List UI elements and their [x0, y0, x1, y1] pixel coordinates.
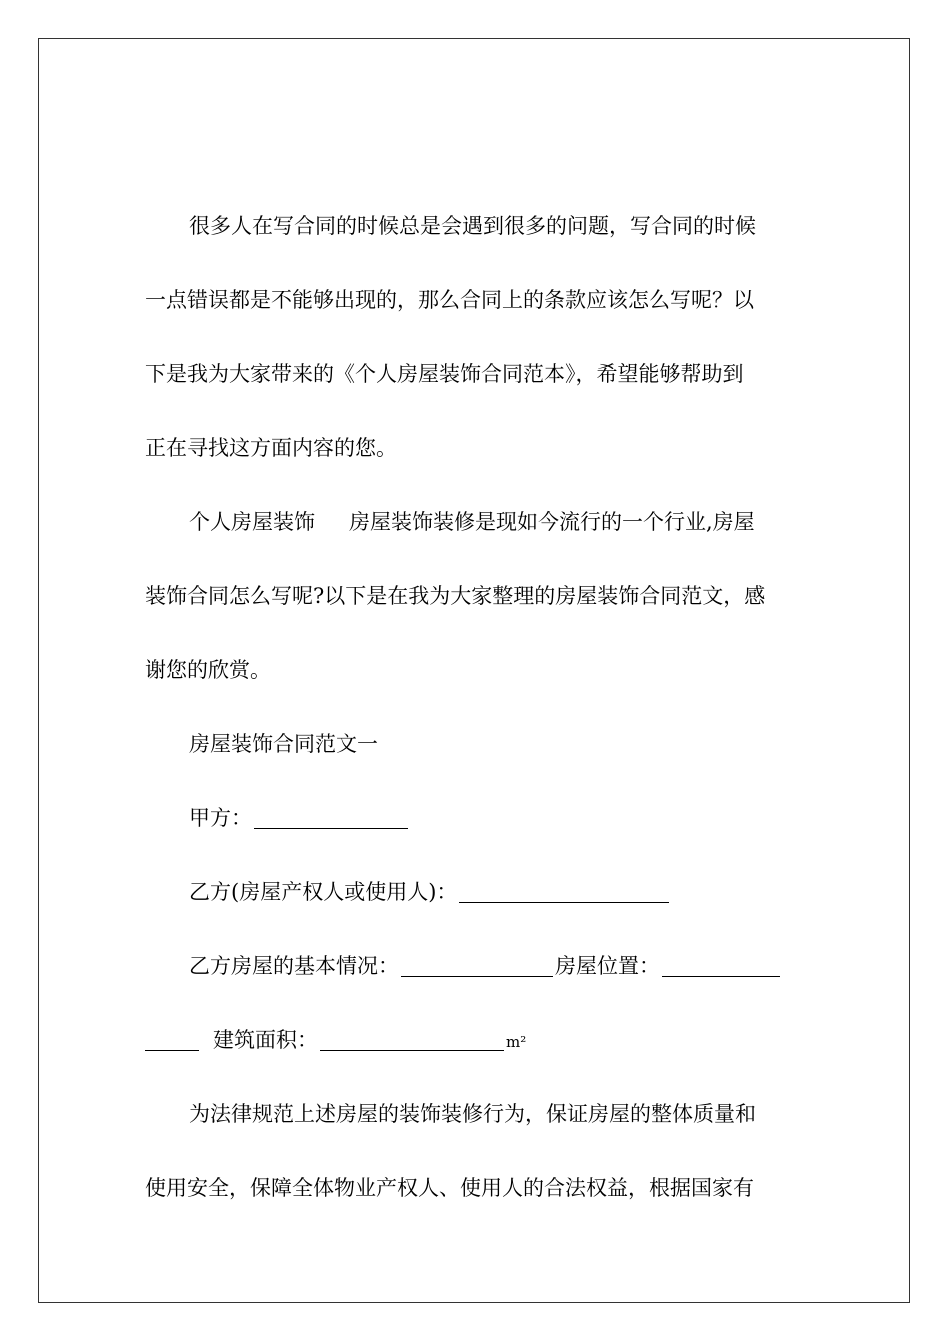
area-label: 建筑面积： — [213, 1028, 318, 1052]
party-b-blank — [459, 880, 669, 903]
document-body — [145, 206, 807, 1242]
party-a-blank — [254, 806, 408, 829]
area-line — [145, 1020, 807, 1094]
house-info-blank — [401, 954, 553, 977]
intro-line-4: 正在寻找这方面内容的您。 — [145, 436, 397, 460]
contract-heading: 房屋装饰合同范文一 — [189, 732, 378, 756]
intro-line-3: 下是我为大家带来的《个人房屋装饰合同范本》，希望能够帮助到 — [145, 362, 744, 386]
house-info-line — [145, 946, 807, 1020]
location-label: 房屋位置： — [555, 954, 660, 978]
area-blank — [320, 1028, 504, 1051]
location-blank — [662, 954, 780, 977]
p2-line-3: 谢您的欣赏。 — [145, 658, 271, 682]
p3-line-1: 为法律规范上述房屋的装饰装修行为，保证房屋的整体质量和 — [189, 1102, 756, 1126]
party-a-label: 甲方： — [189, 806, 252, 830]
p2-line-1 — [145, 502, 807, 576]
party-a-line — [145, 798, 807, 872]
p2-line-2: 装饰合同怎么写呢?以下是在我为大家整理的房屋装饰合同范文，感 — [145, 584, 766, 608]
p2-text: 房屋装饰装修是现如今流行的一个行业,房屋 — [349, 510, 755, 534]
intro-line-2: 一点错误都是不能够出现的，那么合同上的条款应该怎么写呢？以 — [145, 288, 754, 312]
intro-line-1: 很多人在写合同的时候总是会遇到很多的问题，写合同的时候 — [189, 214, 756, 238]
party-b-label: 乙方(房屋产权人或使用人)： — [189, 880, 458, 904]
location-blank-cont — [145, 1028, 199, 1051]
party-b-line — [145, 872, 807, 946]
house-info-label: 乙方房屋的基本情况： — [189, 954, 399, 978]
area-unit: m² — [506, 1033, 527, 1051]
p3-line-2: 使用安全，保障全体物业产权人、使用人的合法权益，根据国家有 — [145, 1176, 754, 1200]
p2-title: 个人房屋装饰 — [189, 510, 315, 534]
